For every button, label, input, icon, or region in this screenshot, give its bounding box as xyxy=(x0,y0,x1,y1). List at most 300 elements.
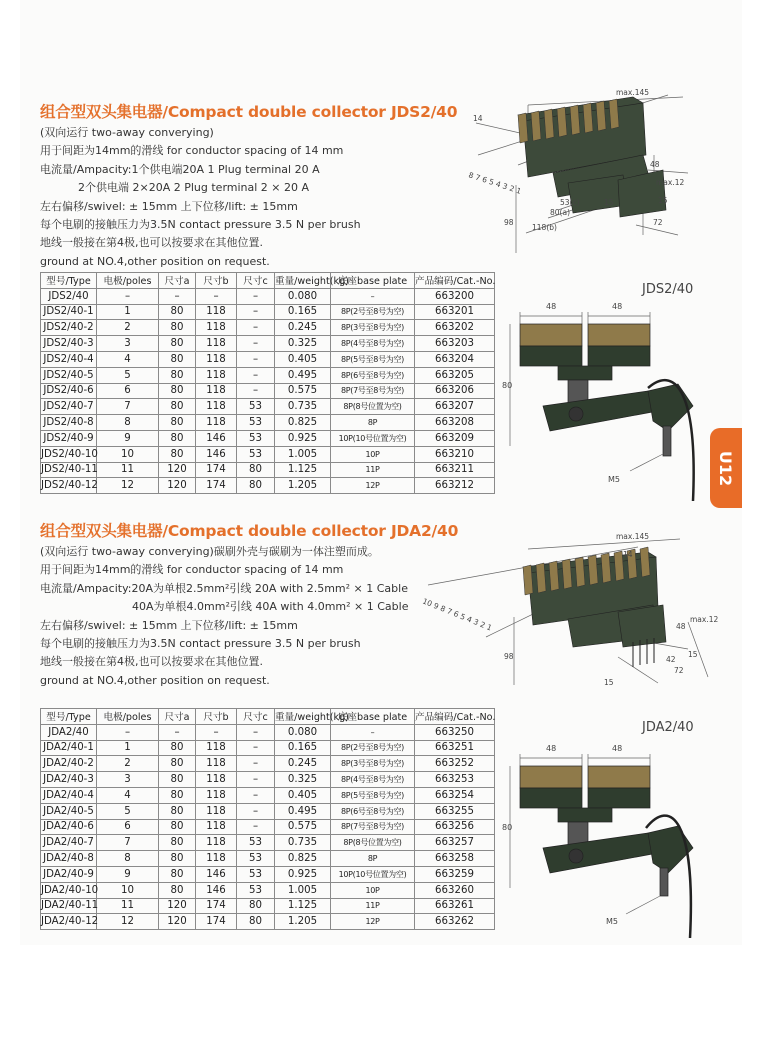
table-cell: JDS2/40-4 xyxy=(41,351,97,367)
table-cell: JDA2/40-12 xyxy=(41,914,97,930)
jda-dim-98: 98 xyxy=(504,652,514,661)
table-cell: 8P(3号至8号为空) xyxy=(331,320,415,336)
jda-dim-15b: 15 xyxy=(604,678,614,687)
table-cell: JDA2/40-4 xyxy=(41,787,97,803)
jds-pole-numbers: 8 7 6 5 4 3 2 1 xyxy=(467,170,523,196)
table-cell: 146 xyxy=(196,866,237,882)
table-cell: – xyxy=(237,304,275,320)
table-cell: JDA2/40-3 xyxy=(41,772,97,788)
table-cell: JDS2/40-12 xyxy=(41,478,97,494)
column-header: 产品编码/Cat.-No. xyxy=(415,709,495,725)
table-row xyxy=(41,288,495,304)
table-cell: 663202 xyxy=(415,320,495,336)
table-cell: 3 xyxy=(97,336,159,352)
table-cell: JDS2/40 xyxy=(41,288,97,304)
table-cell: 118 xyxy=(196,740,237,756)
jda-side-m5: M5 xyxy=(606,917,618,926)
jda-pole-numbers: 10 9 8 7 6 5 4 3 2 1 xyxy=(421,596,494,633)
table-cell: 80 xyxy=(159,787,196,803)
jds-desc-line: 左右偏移/swivel: ± 15mm 上下位移/lift: ± 15mm xyxy=(40,199,298,213)
table-cell: 80 xyxy=(159,304,196,320)
table-cell: 1.205 xyxy=(275,478,331,494)
table-cell: JDA2/40-5 xyxy=(41,803,97,819)
table-cell: 118 xyxy=(196,835,237,851)
table-cell: 663254 xyxy=(415,787,495,803)
table-cell: 8P(5号至8号为空) xyxy=(331,787,415,803)
table-cell: JDS2/40-7 xyxy=(41,399,97,415)
table-cell: – xyxy=(196,288,237,304)
table-cell: 118 xyxy=(196,772,237,788)
table-cell: 174 xyxy=(196,478,237,494)
jda-desc-line: (双向运行 two-away converying)碳刷外壳与碳刷为一体注塑而成。 xyxy=(40,545,379,558)
table-cell: 10P xyxy=(331,446,415,462)
table-row xyxy=(41,772,495,788)
table-cell: 80 xyxy=(159,803,196,819)
jds-spec-table xyxy=(40,272,495,494)
table-cell: 0.165 xyxy=(275,304,331,320)
table-cell: JDS2/40-9 xyxy=(41,430,97,446)
jds-isometric-drawing xyxy=(468,85,718,255)
table-cell: 0.325 xyxy=(275,772,331,788)
table-cell: – xyxy=(237,351,275,367)
column-header: 尺寸b xyxy=(196,273,237,289)
table-row xyxy=(41,320,495,336)
table-row xyxy=(41,740,495,756)
jda-dim-15a: 15 xyxy=(688,650,698,659)
table-cell: 663258 xyxy=(415,851,495,867)
table-cell: 8P(5号至8号为空) xyxy=(331,351,415,367)
table-cell: – xyxy=(237,288,275,304)
jds-desc-line: ground at NO.4,other position on request. xyxy=(40,254,270,268)
table-cell: JDS2/40-5 xyxy=(41,367,97,383)
table-cell: 146 xyxy=(196,430,237,446)
table-cell: 0.325 xyxy=(275,336,331,352)
table-cell: 11 xyxy=(97,462,159,478)
jda-dim-42: 42 xyxy=(666,655,676,664)
column-header: 型号/Type xyxy=(41,709,97,725)
section-tab xyxy=(710,428,742,508)
table-cell: 5 xyxy=(97,367,159,383)
table-row xyxy=(41,724,495,740)
table-row xyxy=(41,383,495,399)
table-cell: 5 xyxy=(97,803,159,819)
jds-dim-53c: 53(c) xyxy=(560,198,580,207)
table-cell: 80 xyxy=(159,740,196,756)
table-cell: – xyxy=(237,724,275,740)
jds-desc-line: 地线一般接在第4极,也可以按要求在其他位置. xyxy=(40,236,263,250)
table-cell: 53 xyxy=(237,851,275,867)
jds-desc-line: 用于间距为14mm的滑线 for conductor spacing of 14 mm xyxy=(40,144,344,158)
table-cell: 0.080 xyxy=(275,288,331,304)
table-cell: – xyxy=(159,724,196,740)
jds-description xyxy=(40,124,361,271)
table-cell: 663261 xyxy=(415,898,495,914)
table-cell: 663255 xyxy=(415,803,495,819)
table-cell: JDS2/40-3 xyxy=(41,336,97,352)
table-cell: JDS2/40-1 xyxy=(41,304,97,320)
table-cell: 80 xyxy=(159,336,196,352)
table-cell: 12 xyxy=(97,478,159,494)
table-cell: 80 xyxy=(159,430,196,446)
table-row xyxy=(41,882,495,898)
table-cell: – xyxy=(97,288,159,304)
jda-desc-line: ground at NO.4,other position on request. xyxy=(40,673,270,687)
table-cell: 53 xyxy=(237,866,275,882)
table-cell: 0.575 xyxy=(275,383,331,399)
jds-side-dim-48a: 48 xyxy=(546,302,557,311)
table-cell: 3 xyxy=(97,772,159,788)
table-row xyxy=(41,851,495,867)
table-row xyxy=(41,819,495,835)
table-cell: 7 xyxy=(97,835,159,851)
table-cell: JDS2/40-2 xyxy=(41,320,97,336)
jds-desc-line: 电流量/Ampacity:1个供电端20A 1 Plug terminal 20 A xyxy=(40,162,320,176)
table-cell: 0.495 xyxy=(275,367,331,383)
jds-model-label: JDS2/40 xyxy=(642,282,694,297)
jds-desc-line: 每个电刷的接触压力为3.5N contact pressure 3.5 N per brush xyxy=(40,218,361,232)
table-row xyxy=(41,351,495,367)
table-cell: – xyxy=(237,756,275,772)
table-cell: 0.405 xyxy=(275,351,331,367)
table-row xyxy=(41,415,495,431)
table-cell: 118 xyxy=(196,756,237,772)
table-row xyxy=(41,478,495,494)
jds-dim-48: 48 xyxy=(650,160,660,169)
jds-desc-line: 2个供电端 2×20A 2 Plug terminal 2 × 20 A xyxy=(78,181,310,195)
jds-section-title: 组合型双头集电器/Compact double collector JDS2/40 xyxy=(40,103,458,121)
table-cell: – xyxy=(331,724,415,740)
column-header: 尺寸c xyxy=(237,709,275,725)
table-cell: 0.925 xyxy=(275,430,331,446)
table-cell: JDA2/40-7 xyxy=(41,835,97,851)
table-cell: 1.125 xyxy=(275,898,331,914)
table-cell: 80 xyxy=(159,772,196,788)
table-cell: 8P(8号位置为空) xyxy=(331,835,415,851)
table-cell: – xyxy=(196,724,237,740)
table-cell: 6 xyxy=(97,383,159,399)
table-cell: 80 xyxy=(237,478,275,494)
table-cell: 120 xyxy=(159,914,196,930)
table-cell: 8P(8号位置为空) xyxy=(331,399,415,415)
table-cell: 10 xyxy=(97,882,159,898)
table-row xyxy=(41,430,495,446)
table-cell: 663250 xyxy=(415,724,495,740)
table-cell: 118 xyxy=(196,320,237,336)
table-cell: – xyxy=(159,288,196,304)
table-cell: 53 xyxy=(237,415,275,431)
table-cell: 663251 xyxy=(415,740,495,756)
table-cell: 174 xyxy=(196,898,237,914)
table-cell: 663262 xyxy=(415,914,495,930)
table-cell: 663203 xyxy=(415,336,495,352)
table-cell: 80 xyxy=(159,446,196,462)
table-cell: 118 xyxy=(196,367,237,383)
table-cell: 12 xyxy=(97,914,159,930)
table-cell: 663260 xyxy=(415,882,495,898)
jds-dim-14: 14 xyxy=(473,114,483,123)
table-row xyxy=(41,399,495,415)
table-cell: 53 xyxy=(237,430,275,446)
table-cell: 174 xyxy=(196,914,237,930)
table-cell: 663209 xyxy=(415,430,495,446)
table-row xyxy=(41,304,495,320)
table-cell: 80 xyxy=(159,367,196,383)
jds-dim-15b: 15 xyxy=(658,196,668,205)
jda-desc-line: 地线一般接在第4极,也可以按要求在其他位置. xyxy=(40,655,263,669)
column-header: 电极/poles xyxy=(97,709,159,725)
table-cell: 10 xyxy=(97,446,159,462)
jda-description xyxy=(40,543,408,690)
table-cell: 118 xyxy=(196,819,237,835)
table-cell: – xyxy=(237,787,275,803)
table-cell: 8 xyxy=(97,851,159,867)
table-row xyxy=(41,446,495,462)
table-cell: 10P(10号位置为空) xyxy=(331,866,415,882)
jda-section-title: 组合型双头集电器/Compact double collector JDA2/40 xyxy=(40,522,459,540)
table-cell: 0.735 xyxy=(275,835,331,851)
jda-spec-table xyxy=(40,708,495,930)
table-row xyxy=(41,898,495,914)
table-cell: – xyxy=(237,383,275,399)
jda-side-drawing xyxy=(498,738,708,938)
table-cell: 9 xyxy=(97,866,159,882)
table-cell: 53 xyxy=(237,882,275,898)
table-cell: 80 xyxy=(159,399,196,415)
table-cell: 8P(2号至8号为空) xyxy=(331,740,415,756)
column-header: 尺寸a xyxy=(159,709,196,725)
table-row xyxy=(41,787,495,803)
table-cell: 80 xyxy=(159,351,196,367)
table-cell: 80 xyxy=(159,866,196,882)
jds-side-dim-48b: 48 xyxy=(612,302,623,311)
table-cell: 663253 xyxy=(415,772,495,788)
table-cell: – xyxy=(237,367,275,383)
table-row xyxy=(41,866,495,882)
table-cell: JDA2/40-1 xyxy=(41,740,97,756)
table-cell: 118 xyxy=(196,851,237,867)
table-cell: 80 xyxy=(159,415,196,431)
table-cell: 663201 xyxy=(415,304,495,320)
jda-side-dim-48a: 48 xyxy=(546,744,557,753)
table-cell: – xyxy=(237,772,275,788)
table-cell: 0.245 xyxy=(275,756,331,772)
table-cell: 118 xyxy=(196,383,237,399)
section-tab-label: U12 xyxy=(716,450,736,486)
table-cell: 6 xyxy=(97,819,159,835)
jds-dim-80a: 80(a) xyxy=(550,208,570,217)
table-cell: 663208 xyxy=(415,415,495,431)
table-cell: 0.925 xyxy=(275,866,331,882)
column-header: 电极/poles xyxy=(97,273,159,289)
jda-dim-max145: max.145 xyxy=(616,532,650,541)
table-cell: 118 xyxy=(196,399,237,415)
table-cell: 11P xyxy=(331,462,415,478)
jda-desc-line: 电流量/Ampacity:20A为单根2.5mm²引线 20A with 2.5mm² × 1 Cable xyxy=(40,581,408,595)
table-cell: 663256 xyxy=(415,819,495,835)
table-cell: JDA2/40-8 xyxy=(41,851,97,867)
table-cell: 80 xyxy=(159,835,196,851)
table-cell: 0.825 xyxy=(275,415,331,431)
table-cell: 80 xyxy=(159,320,196,336)
table-cell: 8P xyxy=(331,851,415,867)
table-cell: – xyxy=(331,288,415,304)
table-row xyxy=(41,803,495,819)
table-cell: 80 xyxy=(237,462,275,478)
table-cell: 53 xyxy=(237,835,275,851)
table-cell: 1.125 xyxy=(275,462,331,478)
jda-desc-line: 左右偏移/swivel: ± 15mm 上下位移/lift: ± 15mm xyxy=(40,618,298,632)
table-cell: 663211 xyxy=(415,462,495,478)
table-cell: 11 xyxy=(97,898,159,914)
table-cell: 0.165 xyxy=(275,740,331,756)
table-row xyxy=(41,367,495,383)
table-cell: JDA2/40-6 xyxy=(41,819,97,835)
column-header: 型号/Type xyxy=(41,273,97,289)
jds-side-dim-80: 80 xyxy=(502,381,513,390)
jds-dim-15a: 15 xyxy=(604,198,614,207)
table-cell: 80 xyxy=(159,819,196,835)
table-cell: 2 xyxy=(97,756,159,772)
table-cell: 53 xyxy=(237,446,275,462)
table-cell: JDA2/40-11 xyxy=(41,898,97,914)
table-cell: JDS2/40-11 xyxy=(41,462,97,478)
table-cell: 663207 xyxy=(415,399,495,415)
table-cell: 4 xyxy=(97,787,159,803)
jda-desc-line: 用于间距为14mm的滑线 for conductor spacing of 14 mm xyxy=(40,563,344,577)
table-cell: 1 xyxy=(97,304,159,320)
table-cell: 80 xyxy=(237,898,275,914)
table-cell: 80 xyxy=(159,851,196,867)
column-header: 重量/weight(kg) xyxy=(275,273,331,289)
table-cell: 12P xyxy=(331,914,415,930)
table-cell: 663204 xyxy=(415,351,495,367)
table-cell: JDA2/40-9 xyxy=(41,866,97,882)
jds-side-m5: M5 xyxy=(608,475,620,484)
table-cell: 146 xyxy=(196,446,237,462)
table-cell: 8P(2号至8号为空) xyxy=(331,304,415,320)
table-cell: 0.405 xyxy=(275,787,331,803)
jda-dim-48: 48 xyxy=(676,622,686,631)
table-cell: 8P(6号至8号为空) xyxy=(331,367,415,383)
table-cell: 8P xyxy=(331,415,415,431)
table-row xyxy=(41,462,495,478)
table-cell: 80 xyxy=(159,756,196,772)
jda-side-dim-80: 80 xyxy=(502,823,513,832)
table-cell: 118 xyxy=(196,336,237,352)
column-header: 尺寸b xyxy=(196,709,237,725)
table-cell: 0.080 xyxy=(275,724,331,740)
table-cell: JDS2/40-6 xyxy=(41,383,97,399)
table-cell: 10P(10号位置为空) xyxy=(331,430,415,446)
column-header: 尺寸c xyxy=(237,273,275,289)
table-cell: 12P xyxy=(331,478,415,494)
table-cell: – xyxy=(237,320,275,336)
jda-desc-line: 每个电刷的接触压力为3.5N contact pressure 3.5 N per brush xyxy=(40,637,361,651)
table-cell: 80 xyxy=(159,882,196,898)
table-cell: 11P xyxy=(331,898,415,914)
table-cell: 118 xyxy=(196,803,237,819)
table-cell: 80 xyxy=(159,383,196,399)
table-cell: 8P(7号至8号为空) xyxy=(331,383,415,399)
table-cell: 0.575 xyxy=(275,819,331,835)
jds-dim-118b: 118(b) xyxy=(532,223,557,232)
table-row xyxy=(41,914,495,930)
table-cell: – xyxy=(237,803,275,819)
table-cell: 80 xyxy=(237,914,275,930)
table-cell: 9 xyxy=(97,430,159,446)
table-cell: – xyxy=(237,819,275,835)
table-cell: 663205 xyxy=(415,367,495,383)
table-cell: 8P(7号至8号为空) xyxy=(331,819,415,835)
jds-dim-72: 72 xyxy=(653,218,663,227)
table-cell: 174 xyxy=(196,462,237,478)
table-cell: 7 xyxy=(97,399,159,415)
table-cell: 118 xyxy=(196,304,237,320)
column-header: 底座base plate xyxy=(331,709,415,725)
table-cell: 0.825 xyxy=(275,851,331,867)
table-header-row xyxy=(41,709,495,725)
table-cell: 1.005 xyxy=(275,446,331,462)
jda-isometric-drawing xyxy=(418,527,718,697)
table-cell: – xyxy=(237,336,275,352)
table-cell: 53 xyxy=(237,399,275,415)
table-cell: 663200 xyxy=(415,288,495,304)
table-cell: 0.495 xyxy=(275,803,331,819)
table-cell: 1.005 xyxy=(275,882,331,898)
table-cell: 8P(4号至8号为空) xyxy=(331,336,415,352)
table-cell: 2 xyxy=(97,320,159,336)
table-cell: 10P xyxy=(331,882,415,898)
table-cell: 118 xyxy=(196,415,237,431)
jds-desc-line: (双向运行 two-away converying) xyxy=(40,126,214,139)
table-cell: – xyxy=(97,724,159,740)
table-cell: JDA2/40 xyxy=(41,724,97,740)
table-cell: 0.735 xyxy=(275,399,331,415)
jda-dim-max12: max.12 xyxy=(690,615,719,624)
column-header: 底座base plate xyxy=(331,273,415,289)
table-cell: 1 xyxy=(97,740,159,756)
table-cell: – xyxy=(237,740,275,756)
table-cell: 118 xyxy=(196,787,237,803)
table-cell: 4 xyxy=(97,351,159,367)
jds-dim-98: 98 xyxy=(504,218,514,227)
table-row xyxy=(41,336,495,352)
jda-dim-14: 14 xyxy=(623,550,633,559)
table-cell: 146 xyxy=(196,882,237,898)
jda-model-label: JDA2/40 xyxy=(642,720,694,735)
table-cell: 120 xyxy=(159,898,196,914)
table-cell: JDA2/40-10 xyxy=(41,882,97,898)
table-row xyxy=(41,835,495,851)
table-cell: JDS2/40-8 xyxy=(41,415,97,431)
table-cell: 663252 xyxy=(415,756,495,772)
column-header: 重量/weight(kg) xyxy=(275,709,331,725)
table-cell: 120 xyxy=(159,478,196,494)
column-header: 产品编码/Cat.-No. xyxy=(415,273,495,289)
table-cell: 663212 xyxy=(415,478,495,494)
jda-side-dim-48b: 48 xyxy=(612,744,623,753)
table-cell: JDA2/40-2 xyxy=(41,756,97,772)
table-cell: 8P(4号至8号为空) xyxy=(331,772,415,788)
table-cell: 1.205 xyxy=(275,914,331,930)
table-header-row xyxy=(41,273,495,289)
jds-dim-max145: max.145 xyxy=(616,88,650,97)
table-cell: 0.245 xyxy=(275,320,331,336)
table-cell: 663206 xyxy=(415,383,495,399)
table-cell: 663210 xyxy=(415,446,495,462)
jda-desc-line: 40A为单根4.0mm²引线 40A with 4.0mm² × 1 Cable xyxy=(132,600,409,614)
table-row xyxy=(41,756,495,772)
